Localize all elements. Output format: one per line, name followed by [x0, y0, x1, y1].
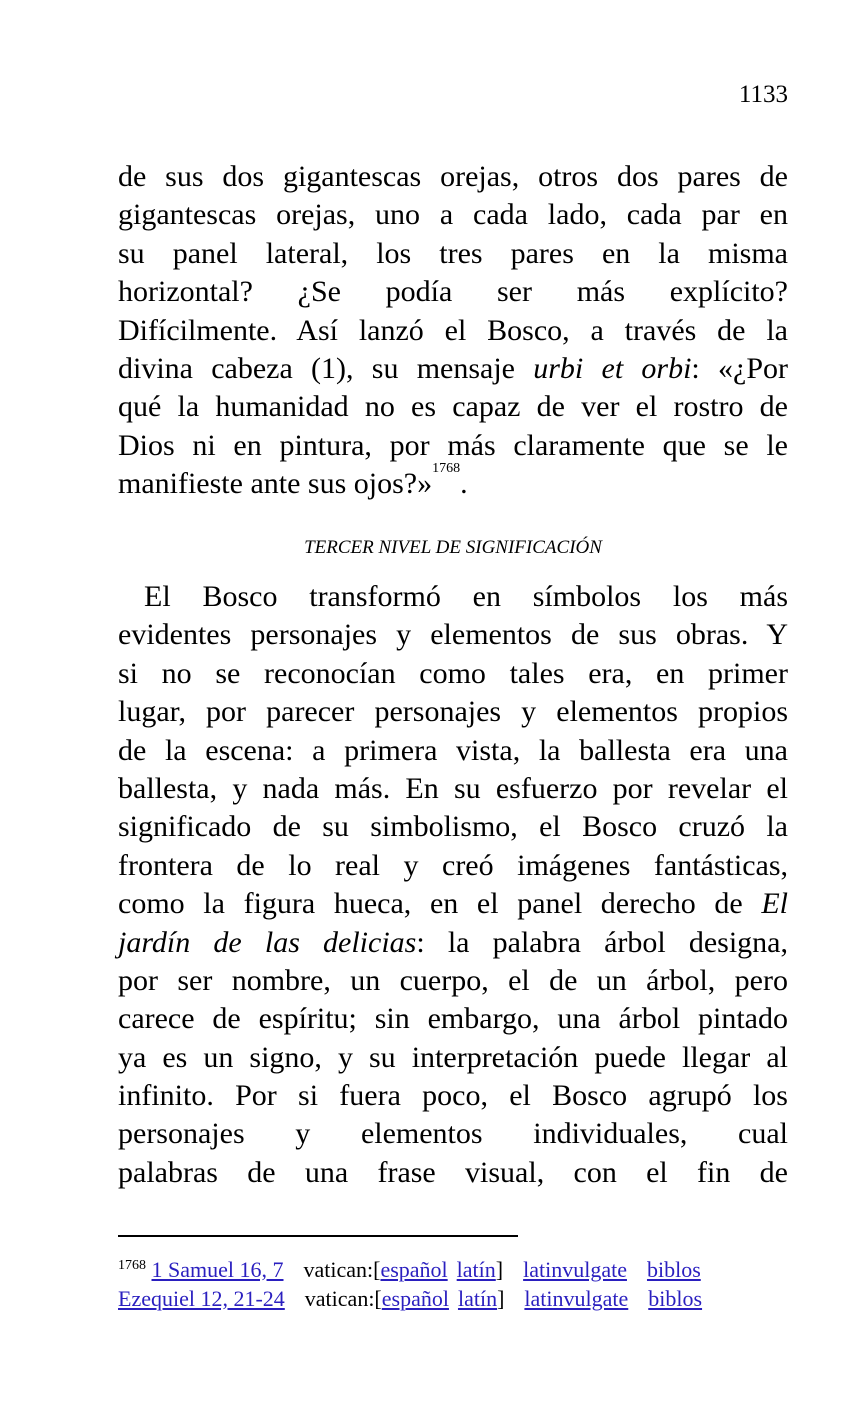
footnote-block [118, 1255, 798, 1313]
espanol-link[interactable]: español [380, 1257, 448, 1282]
italic-title-part: El [761, 887, 788, 921]
text-line: Dios ni en pintura, por más claramente que se le [118, 428, 788, 462]
footnote-number: 1768 [118, 1258, 146, 1273]
text-line: infinito. Por si fuera poco, el Bosco agrupó los [118, 1079, 788, 1113]
text-run: manifieste ante sus ojos?» [118, 467, 433, 501]
vatican-label: vatican:[ [303, 1257, 381, 1282]
close-bracket: ] [495, 1257, 504, 1282]
text-line: personajes y elementos individuales, cual [118, 1117, 788, 1151]
text-line [118, 885, 788, 923]
text-line: lugar, por parecer personajes y elementos propios [118, 695, 788, 729]
text-line [118, 924, 788, 962]
paragraph-1 [118, 158, 788, 504]
biblos-link[interactable]: biblos [646, 1257, 701, 1282]
italic-phrase-urbi-et-orbi: urbi et orbi [533, 351, 692, 385]
section-heading: TERCER NIVEL DE SIGNIFICACIÓN [304, 537, 602, 558]
text-line: qué la humanidad no es capaz de ver el rostro de [118, 390, 788, 424]
italic-title-part: jardín de las delicias [118, 925, 417, 959]
text-run: : «¿Por [691, 351, 788, 385]
bible-reference-link[interactable]: 1 Samuel 16, 7 [151, 1257, 284, 1282]
text-line [118, 350, 788, 388]
text-line: carece de espíritu; sin embargo, una árbol pintado [118, 1002, 788, 1036]
text-line: significado de su simbolismo, el Bosco cruzó la [118, 810, 788, 844]
text-line: evidentes personajes y elementos de sus obras. Y [118, 618, 788, 652]
text-line: horizontal? ¿Se podía ser más explícito? [118, 275, 788, 309]
text-run: divina cabeza (1), su mensaje [118, 351, 534, 385]
close-bracket: ] [497, 1286, 505, 1311]
footnote-reference[interactable]: 1768 [432, 461, 461, 477]
bible-reference-link[interactable]: Ezequiel 12, 21-24 [118, 1286, 285, 1311]
text-line: ballesta, y nada más. En su esfuerzo por revelar el [118, 771, 788, 805]
text-line: su panel lateral, los tres pares en la misma [118, 236, 788, 270]
latinvulgate-link[interactable]: latinvulgate [524, 1286, 629, 1311]
text-line: El Bosco transformó en símbolos los más [144, 580, 788, 613]
text-line [118, 461, 788, 503]
text-line: si no se reconocían como tales era, en primer [118, 656, 788, 690]
page-number: 1133 [738, 81, 788, 108]
text-line: por ser nombre, un cuerpo, el de un árbol, pero [118, 963, 788, 997]
text-run: . [460, 467, 468, 501]
paragraph-2 [118, 578, 788, 1192]
text-line: frontera de lo real y creó imágenes fantásticas, [118, 848, 788, 882]
footnote-separator [118, 1235, 518, 1237]
text-run: : la palabra árbol designa, [416, 925, 788, 959]
latinvulgate-link[interactable]: latinvulgate [523, 1257, 627, 1282]
footnote-row [118, 1284, 798, 1313]
latin-link[interactable]: latín [456, 1257, 496, 1282]
text-line: de la escena: a primera vista, la ballesta era una [118, 733, 788, 767]
text-line: ya es un signo, y su interpretación puede llegar al [118, 1040, 788, 1074]
text-line: de sus dos gigantescas orejas, otros dos pares de [118, 160, 788, 193]
text-line: Difícilmente. Así lanzó el Bosco, a través de la [118, 313, 788, 347]
espanol-link[interactable]: español [381, 1286, 449, 1311]
text-run: como la figura hueca, en el panel derecho de [118, 887, 762, 921]
vatican-label: vatican:[ [304, 1286, 382, 1311]
text-line: palabras de una frase visual, con el fin de [118, 1155, 788, 1189]
latin-link[interactable]: latín [457, 1286, 498, 1311]
biblos-link[interactable]: biblos [648, 1286, 703, 1311]
footnote-row [118, 1255, 798, 1284]
text-line: gigantescas orejas, uno a cada lado, cada par en [118, 198, 788, 232]
